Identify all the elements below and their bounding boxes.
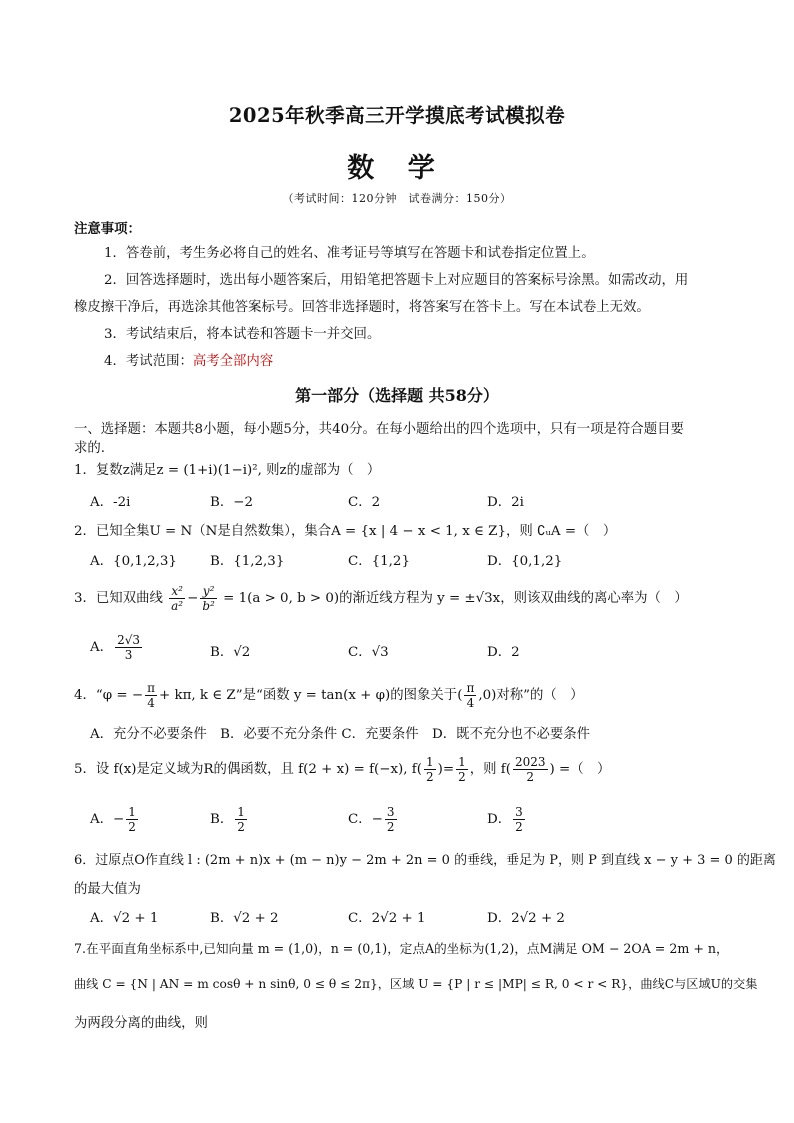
q3-frac-x: $\frac{\text{x²}}{\text{a²}}$ xyxy=(171,584,184,613)
section-intro-1: 一、选择题：本题共8小题，每小题5分，共40分。在每小题给出的四个选项中，只有一项是符合题目要 xyxy=(74,422,684,437)
q4-frac-pi4: $\frac{\pi}{4}$ xyxy=(147,681,155,710)
q5-frac-2023: $\frac{2023}{2}$ xyxy=(514,755,546,784)
q5-option-d-label: D． xyxy=(487,812,512,827)
q6-stem-1: 6．过原点O作直线 l : (2m + n)x + (m − n)y − 2m + 2n = 0 的垂线，垂足为 P，则 P 到直线 x − y + 3 = 0 的距离 xyxy=(74,853,776,868)
q5-option-b: B． $\frac{1}{2}$ xyxy=(210,805,245,834)
q5-option-b-label: B． xyxy=(210,812,234,827)
q4-stem-a: 4．“φ = − xyxy=(74,688,144,703)
q1-option-b: B．−2 xyxy=(210,495,253,510)
q5-stem-c: ，则 f( xyxy=(469,762,511,777)
q5-option-d: D． $\frac{3}{2}$ xyxy=(487,805,523,834)
q5-stem-a: 5．设 f(x)是定义域为R的偶函数，且 f(2 + x) = f(−x), f xyxy=(74,762,417,777)
q5-option-a-label: A．− xyxy=(90,812,125,827)
q3-option-a-num: 2√3 xyxy=(117,633,140,647)
q5-stem-b: = xyxy=(442,762,455,777)
q4-stem-c: 对称”的（ ） xyxy=(496,688,584,703)
q2-option-d: D．{0,1,2} xyxy=(487,554,563,569)
q4-stem: 4．“φ = − $\frac{\pi}{4}$ + kπ, k ∈ Z”是“函数 y = tan(x + φ)的图象关于( $\frac{\pi}{4}$ ,0)对称”的（ ） xyxy=(74,681,584,710)
q2-option-c: C．{1,2} xyxy=(348,554,410,569)
notice-item-4 xyxy=(104,349,724,375)
q3-stem-a: 3．已知双曲线 xyxy=(74,591,163,606)
subject-title: 数 学 xyxy=(347,153,447,184)
q6-option-c: C．2√2 + 1 xyxy=(348,911,426,926)
q4-stem-b: + kπ, k ∈ Z”是“函数 y = tan(x + φ)的图象关于 xyxy=(158,688,458,703)
q3-option-c: C．√3 xyxy=(348,645,389,660)
q3-frac-y: $\frac{\text{y²}}{\text{b²}}$ xyxy=(202,584,215,613)
exam-info: （考试时间：120分钟 试卷满分：150分） xyxy=(282,192,512,205)
q7-stem-2: 曲线 C = {N | AN = m cosθ + n sinθ, 0 ≤ θ ≤ 2π}，区域 U = {P | r ≤ |MP| ≤ R, 0 < r < R}，曲线C与区域U的交集 xyxy=(74,977,758,991)
q3-option-a-frac xyxy=(115,633,142,662)
q1-option-a: A．-2i xyxy=(90,495,131,510)
notice-item-4-scope: 高考全部内容 xyxy=(192,354,274,369)
q5-stem-d: ) =（ ） xyxy=(549,762,611,777)
notice-item-2b: 橡皮擦干净后，再选涂其他答案标号。回答非选择题时，将答案写在答卡上。写在本试卷上无效。 xyxy=(74,300,650,315)
q5-frac-half1: $\frac{1}{2}$ xyxy=(425,755,434,784)
q3-option-a-label: A． xyxy=(90,640,114,655)
q3-option-a xyxy=(90,633,144,662)
q5-option-c: C．− $\frac{3}{2}$ xyxy=(348,805,395,834)
q7-stem-3: 为两段分离的曲线，则 xyxy=(74,1016,208,1031)
q4-options: A．充分不必要条件 B．必要不充分条件 C．充要条件 D．既不充分也不必要条件 xyxy=(90,727,591,742)
q5-option-c-label: C．− xyxy=(348,812,383,827)
section-intro-2: 求的. xyxy=(74,441,106,456)
q6-option-b: B．√2 + 2 xyxy=(210,911,279,926)
q2-stem: 2．已知全集U = N（N是自然数集），集合A = {x | 4 − x < 1, x ∈ Z}，则 ∁ᵤA =（ ） xyxy=(74,524,617,539)
notice-heading: 注意事项： xyxy=(74,221,141,237)
notice-item-4-prefix: 4．考试范围： xyxy=(104,354,193,369)
q5-stem: 5．设 f(x)是定义域为R的偶函数，且 f(2 + x) = f(−x), f( $\frac{1}{2}$ )= $\frac{1}{2}$ ，则 f( $\frac{2023}{2}$ ) =（ ） xyxy=(74,755,611,784)
q1-stem: 1．复数z满足z = (1+i)(1−i)², 则z的虚部为（ ） xyxy=(74,463,381,478)
q5-frac-half2: $\frac{1}{2}$ xyxy=(458,755,466,784)
q1-option-c: C．2 xyxy=(348,495,381,510)
q4-frac-point: $\frac{\pi}{4}$ xyxy=(466,681,475,710)
q3-stem-b: = 1(a > 0, b > 0)的渐近线方程为 y = ±√3x，则该双曲线的离心率为（ ） xyxy=(223,591,688,606)
section-title: 第一部分（选择题 共58分） xyxy=(295,386,499,405)
q6-option-d: D．2√2 + 2 xyxy=(487,911,565,926)
exam-title: 2025年秋季高三开学摸底考试模拟卷 xyxy=(228,104,566,127)
q6-option-a: A．√2 + 1 xyxy=(90,911,159,926)
notice-item-2a: 2．回答选择题时，选出每小题答案后，用铅笔把答题卡上对应题目的答案标号涂黑。如需改动，用 xyxy=(104,273,689,288)
q3-option-d: D．2 xyxy=(487,645,520,660)
q6-stem-2: 的最大值为 xyxy=(74,882,141,897)
q1-option-d: D．2i xyxy=(487,495,524,510)
q2-option-a: A．{0,1,2,3} xyxy=(90,554,177,569)
notice-item-1: 1．答卷前，考生务必将自己的姓名、准考证号等填写在答题卡和试卷指定位置上。 xyxy=(104,246,595,261)
q3-stem: 3．已知双曲线 $\frac{\text{x²}}{\text{a²}}$ − $\frac{\text{y²}}{\text{b²}}$ = 1(a > 0, b > 0)的渐近线方程为 y = ±√3x，则该双曲线的离心率为（ ） xyxy=(74,584,688,613)
q5-option-a: A．− $\frac{1}{2}$ xyxy=(90,805,136,834)
notice-item-3: 3．考试结束后，将本试卷和答题卡一并交回。 xyxy=(104,327,381,342)
q3-option-a-den: 3 xyxy=(124,648,133,662)
q7-stem-1: 7.在平面直角坐标系中,已知向量 m = (1,0)，n = (0,1)，定点A的坐标为(1,2)，点M满足 OM − 2OA = 2m + n， xyxy=(74,941,729,956)
q2-option-b: B．{1,2,3} xyxy=(210,554,285,569)
q3-option-b: B．√2 xyxy=(210,645,251,660)
